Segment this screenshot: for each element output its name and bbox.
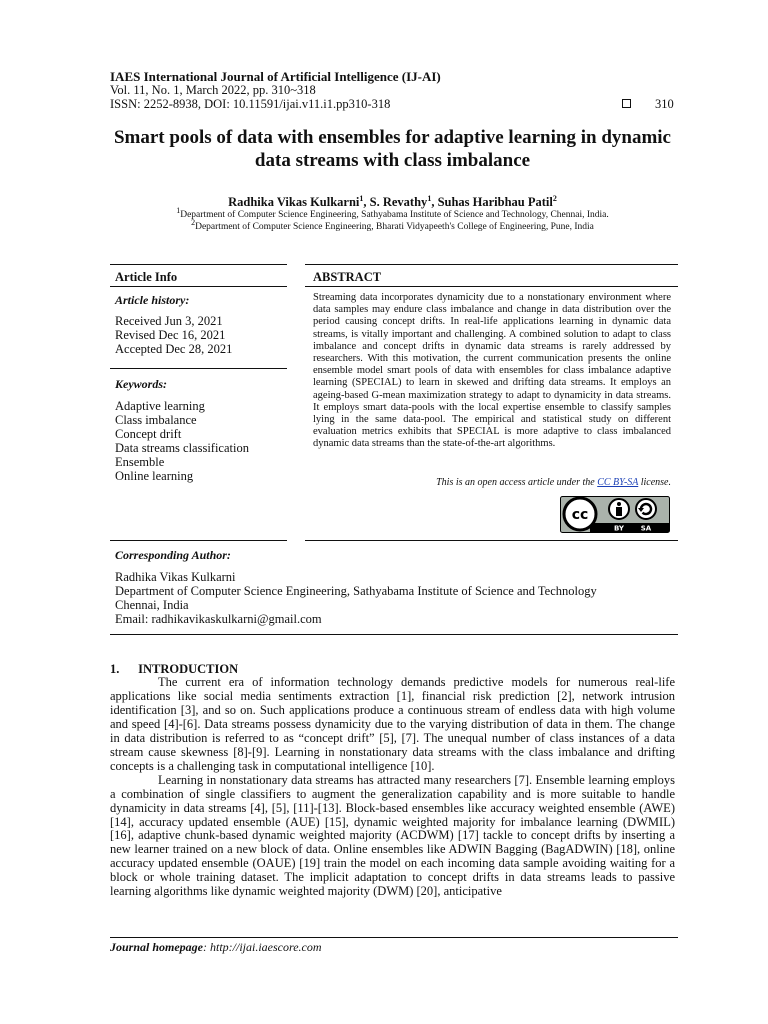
abstract-text: Streaming data incorporates dynamicity due to a nonstationary environment where data samples may endure class imbalance and change in data distribution over the period causing concept drifts. In real-life applications learning in dynamic data streams, is vitally important and challenging. A combined solution to adapt to class imbalance and concept drifts in dynamic data streams is rarely addressed by researchers. With this motivation, the current communication presents the online ensemble model smart pools of data with ensembles for class imbalance adaptive learning (SPECIAL) to learn in skewed and drifting data streams. It employs an ageing-based G-mean maximization strategy to adapt to dynamicity in data streams. It employs smart data-pools with the local expertise ensemble to classify samples lying in the same data-pool. The empirical and statistical study on different evaluation metrics exhibits that SPECIAL is more adaptive to class imbalanced dynamic data streams than the state-of-the-art algorithms. — [313, 292, 671, 450]
abstract-heading: ABSTRACT — [313, 270, 382, 284]
keyword: Adaptive learning — [115, 399, 205, 413]
divider — [110, 634, 678, 635]
article-history-label: Article history: — [115, 293, 190, 307]
author-sup: 2 — [552, 193, 557, 203]
keywords-label: Keywords: — [115, 377, 167, 391]
keyword: Ensemble — [115, 455, 165, 469]
homepage-url[interactable]: http://ijai.iaescore.com — [210, 940, 322, 954]
divider — [110, 286, 287, 287]
page-number: 310 — [655, 97, 674, 111]
paper-title: Smart pools of data with ensembles for adaptive learning in dynamic data streams with class imbalance — [113, 127, 671, 171]
paragraph: The current era of information technology demands predictive models for numerous real-life applications like social media sentiments extraction [1], financial risk prediction [2], network intrusion identification [3], and so on. Such applications produce a continuous stream of endless data with high volume and speed [4]-[6]. Data streams possess dynamicity due to the varying distribution of data in them. The change in data distribution is referred to as “concept drift” [5], [7]. The unequal number of class instances of a data stream cause skewness [8]-[9]. Learning in nonstationary data streams with the class imbalance and drifting concepts is a challenging task in computational intelligence [10]. — [110, 675, 675, 773]
keyword: Class imbalance — [115, 413, 197, 427]
revised-date: Revised Dec 16, 2021 — [115, 328, 226, 342]
corresponding-name: Radhika Vikas Kulkarni — [115, 570, 236, 584]
keyword: Concept drift — [115, 427, 182, 441]
divider — [110, 540, 287, 541]
received-date: Received Jun 3, 2021 — [115, 314, 223, 328]
sa-label: SA — [640, 524, 652, 533]
corresponding-author-label: Corresponding Author: — [115, 548, 231, 562]
paragraph: Learning in nonstationary data streams has attracted many researchers [7]. Ensemble learning employs a combination of single classifiers to augment the generalization capability and is more suitable to handle dynamicity in data streams [4], [5], [11]-[13]. Block-based ensembles like accuracy weighted ensemble (AWE) [14], accuracy updated ensemble (AUE) [15], dynamic weighted majority for imbalance learning (DWMIL) [16], adaptive chunk-based dynamic weighted majority (ACDWM) [17] tackle to concept drifts by inserting a new learner trained on a new block of data. Online ensembles like ADWIN Bagging (BagADWIN) [18], online accuracy updated ensemble (OAUE) [19] train the model on each incoming data sample avoiding waiting for a block or whole training dataset. The implicit adaptation to concept drifts in data streams leads to passive learning algorithms like dynamic weighted majority (DWM) [20], anticipative — [110, 772, 675, 899]
author-list: Radhika Vikas Kulkarni$^1$, S. Revathy$^1$, Suhas Haribhau Patil$^2$ — [228, 193, 557, 209]
corresponding-dept: Department of Computer Science Engineering, Sathyabama Institute of Science and Technology — [115, 584, 597, 598]
keyword: Data streams classification — [115, 441, 249, 455]
homepage-label: Journal homepage — [110, 940, 204, 954]
oa-suffix: license. — [640, 477, 671, 488]
affiliation-text: Department of Computer Science Engineering, Sathyabama Institute of Science and Technology, Chennai, India. — [180, 210, 609, 220]
divider — [305, 264, 678, 265]
author-name: S. Revathy — [369, 195, 428, 209]
corresponding-email: Email: radhikavikaskulkarni@gmail.com — [115, 612, 322, 626]
author-sup: 1 — [427, 193, 432, 203]
divider — [305, 540, 678, 541]
corresponding-city: Chennai, India — [115, 598, 189, 612]
intro-body — [110, 676, 675, 899]
keyword: Online learning — [115, 469, 194, 483]
article-info-heading: Article Info — [115, 270, 178, 284]
section-heading-introduction: 1. INTRODUCTION — [110, 662, 239, 676]
affiliation — [110, 217, 675, 232]
journal-name: IAES International Journal of Artificial Intelligence (IJ-AI) — [110, 69, 441, 84]
volume-info: Vol. 11, No. 1, March 2022, pp. 310~318 — [110, 83, 316, 97]
journal-homepage: Journal homepage: http://ijai.iaescore.com — [110, 940, 322, 954]
footer-divider — [110, 937, 678, 938]
author-name: Radhika Vikas Kulkarni — [228, 195, 360, 209]
divider — [110, 368, 287, 369]
divider — [110, 264, 287, 265]
affiliation-text: Department of Computer Science Engineering, Bharati Vidyapeeth's College of Engineering, Pune, India — [195, 222, 594, 232]
cc-by-sa-badge-icon — [560, 496, 670, 533]
author-name: Suhas Haribhau Patil — [437, 195, 553, 209]
divider — [305, 286, 678, 287]
author-sup: 1 — [359, 193, 364, 203]
oa-prefix: This is an open access article under the — [436, 477, 595, 488]
affiliation-sup: 2 — [191, 217, 196, 227]
accepted-date: Accepted Dec 28, 2021 — [115, 342, 233, 356]
open-access-notice — [313, 477, 671, 488]
affiliation-sup: 1 — [176, 205, 181, 215]
cc-by-sa-link[interactable]: CC BY-SA — [597, 477, 639, 488]
issn-doi: ISSN: 2252-8938, DOI: 10.11591/ijai.v11.i1.pp310-318 — [110, 97, 391, 111]
cc-glyph: cc — [571, 507, 589, 523]
square-bullet-icon — [622, 99, 631, 108]
by-label: BY — [613, 524, 625, 533]
